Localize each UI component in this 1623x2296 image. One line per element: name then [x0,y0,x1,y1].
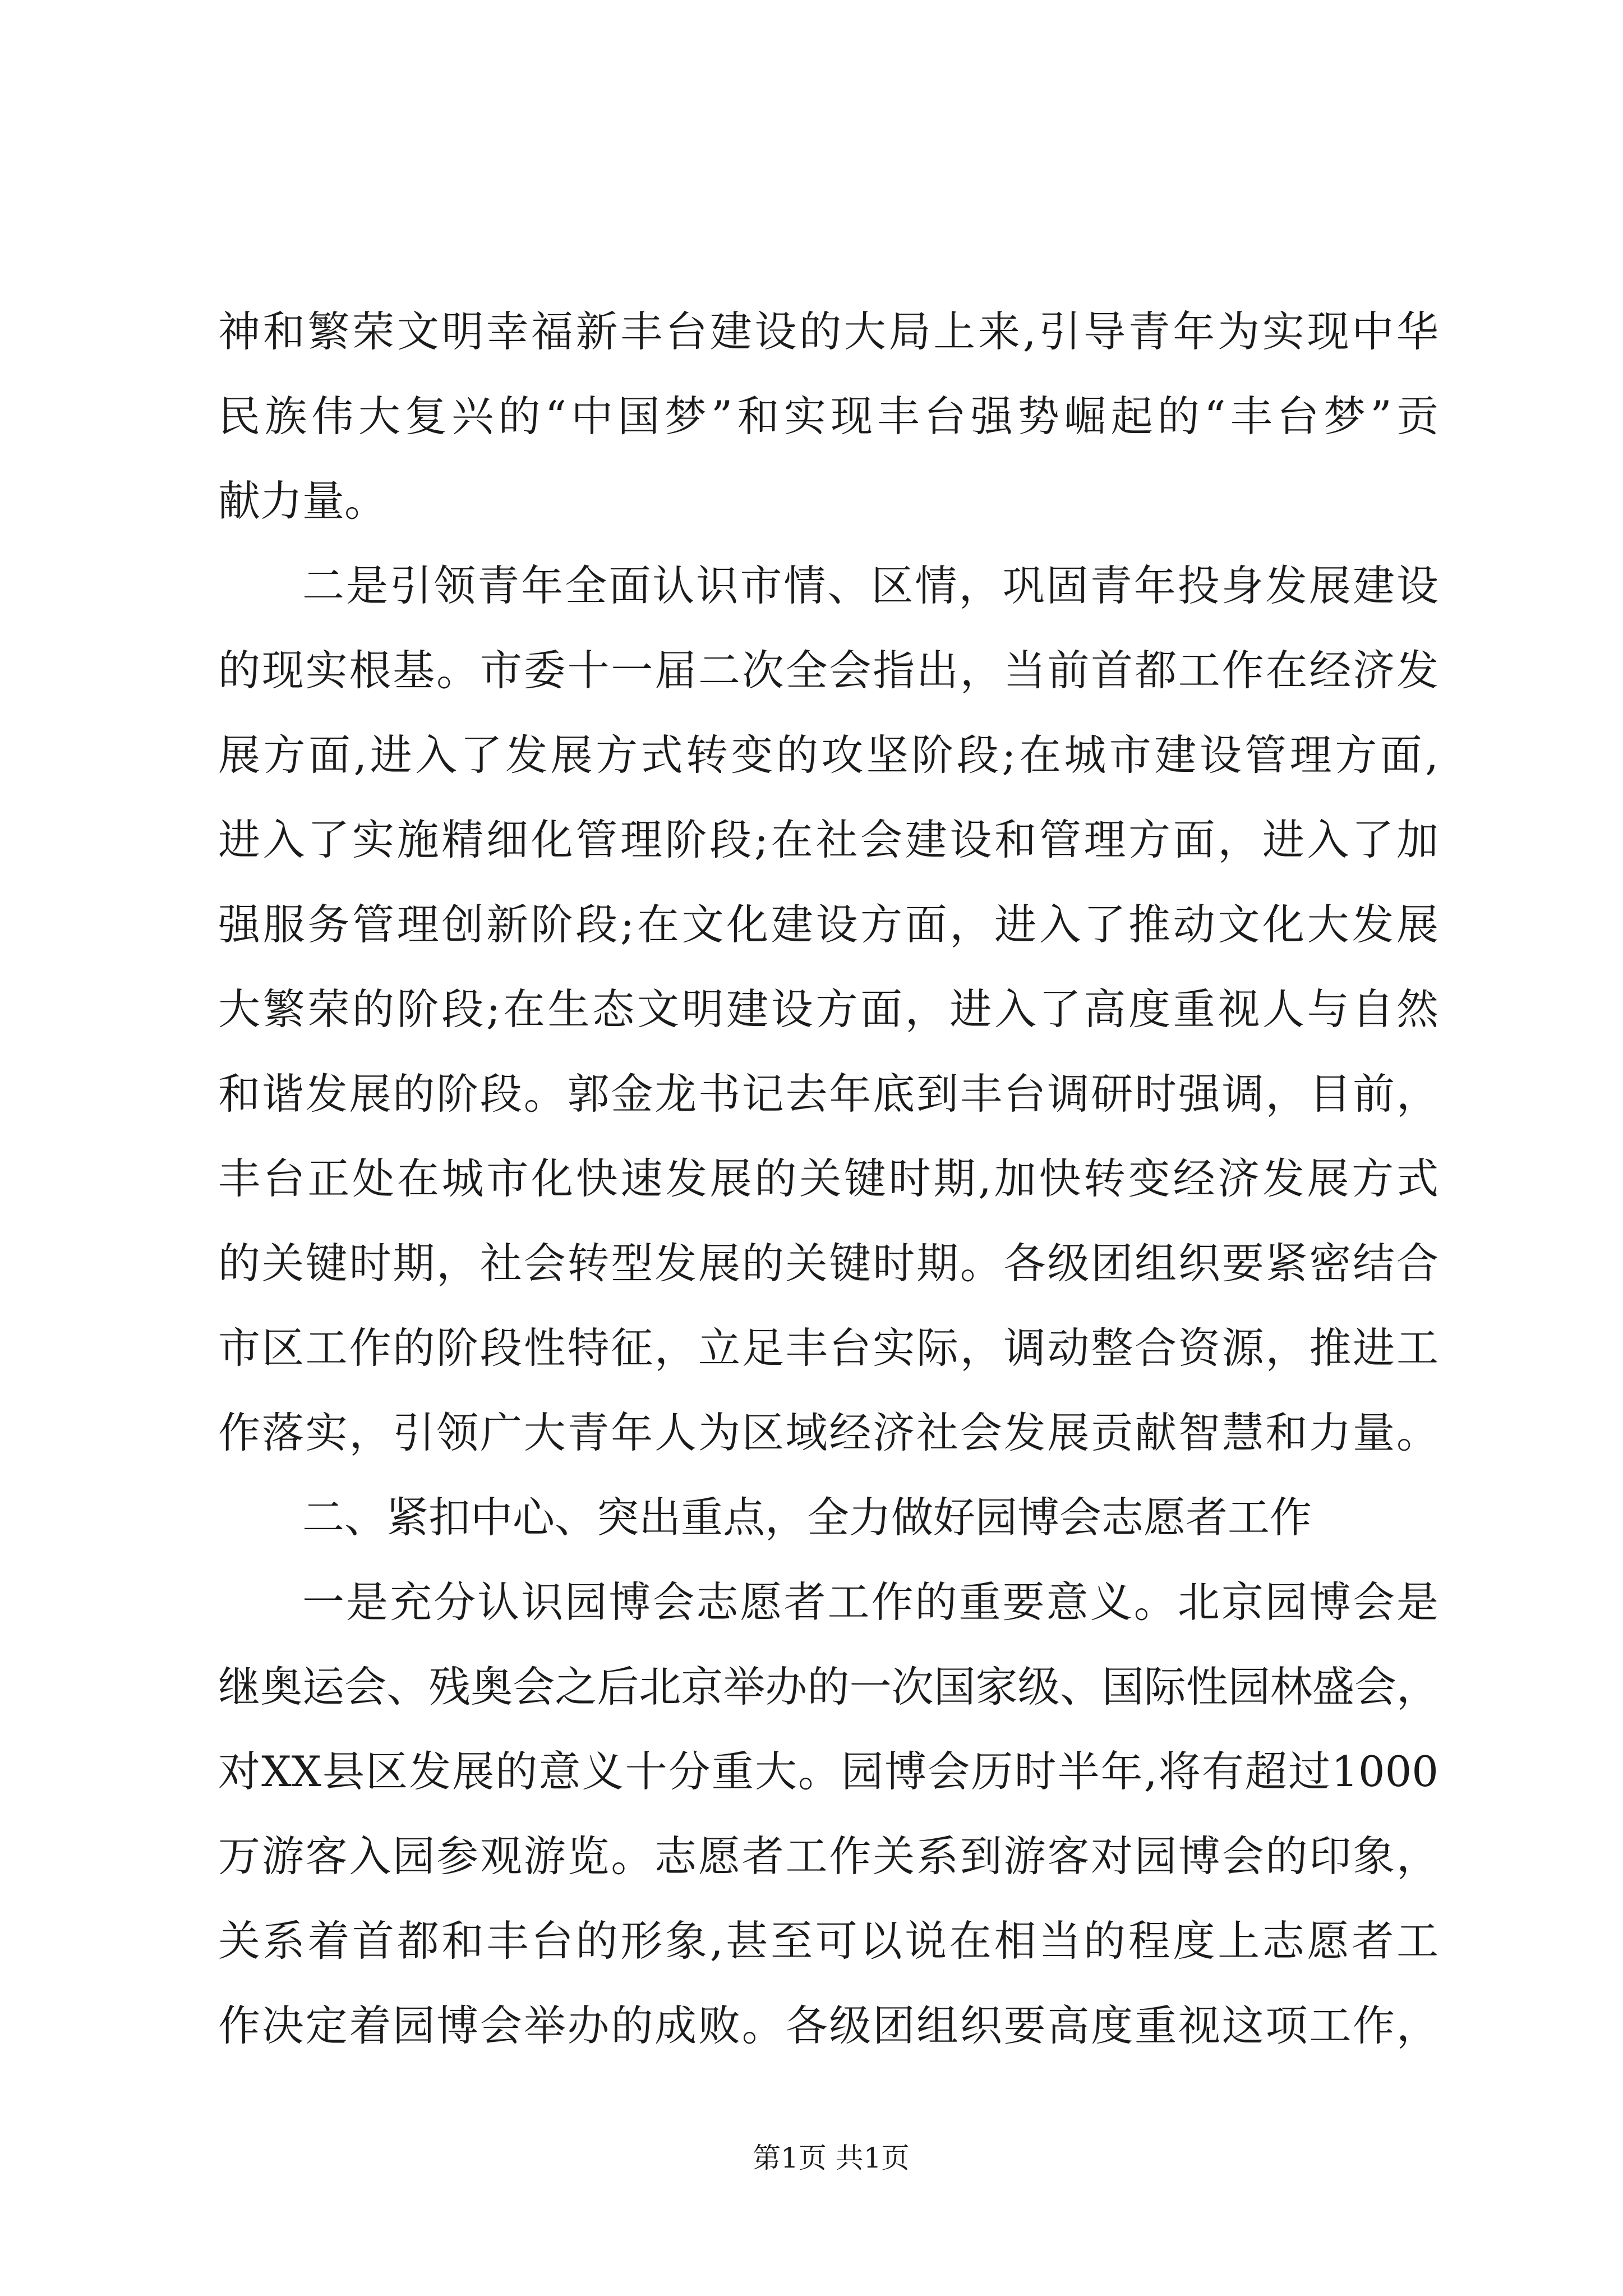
text-line: 关系着首都和丰台的形象,甚至可以说在相当的程度上志愿者工 [218,1916,1438,1966]
text-line: 市区工作的阶段性特征，立足丰台实际，调动整合资源，推进工 [218,1323,1438,1373]
text-line: 民族伟大复兴的“中国梦”和实现丰台强势崛起的“丰台梦”贡 [218,392,1438,441]
body-text [218,289,1438,2068]
text-line: 万游客入园参观游览。志愿者工作关系到游客对园博会的印象， [218,1832,1438,1881]
paragraph-first-line: 二是引领青年全面认识市情、区情，巩固青年投身发展建设 [302,561,1438,610]
paragraph-first-line: 一是充分认识园博会志愿者工作的重要意义。北京园博会是 [302,1577,1438,1627]
text-line: 展方面,进入了发展方式转变的攻坚阶段;在城市建设管理方面, [218,730,1438,780]
text-line: 作落实，引领广大青年人为区域经济社会发展贡献智慧和力量。 [218,1408,1438,1457]
text-line: 对XX县区发展的意义十分重大。园博会历时半年,将有超过1000 [218,1747,1438,1796]
text-line: 继奥运会、残奥会之后北京举办的一次国家级、国际性园林盛会， [218,1662,1438,1711]
text-line: 神和繁荣文明幸福新丰台建设的大局上来,引导青年为实现中华 [218,307,1438,356]
text-line: 作决定着园博会举办的成败。各级团组织要高度重视这项工作， [218,2001,1438,2050]
text-line: 献力量。 [218,476,387,526]
page-number-footer: 第1页 共1页 [753,2142,910,2174]
text-line: 的关键时期，社会转型发展的关键时期。各级团组织要紧密结合 [218,1239,1438,1288]
text-line: 大繁荣的阶段;在生态文明建设方面，进入了高度重视人与自然 [218,984,1438,1034]
text-line: 丰台正处在城市化快速发展的关键时期,加快转变经济发展方式 [218,1154,1438,1203]
text-line: 的现实根基。市委十一届二次全会指出，当前首都工作在经济发 [218,646,1438,695]
section-heading: 二、紧扣中心、突出重点，全力做好园博会志愿者工作 [302,1493,1312,1542]
text-line: 强服务管理创新阶段;在文化建设方面，进入了推动文化大发展 [218,900,1438,949]
text-line: 进入了实施精细化管理阶段;在社会建设和管理方面，进入了加 [218,815,1438,864]
text-line: 和谐发展的阶段。郭金龙书记去年底到丰台调研时强调，目前， [218,1069,1438,1119]
